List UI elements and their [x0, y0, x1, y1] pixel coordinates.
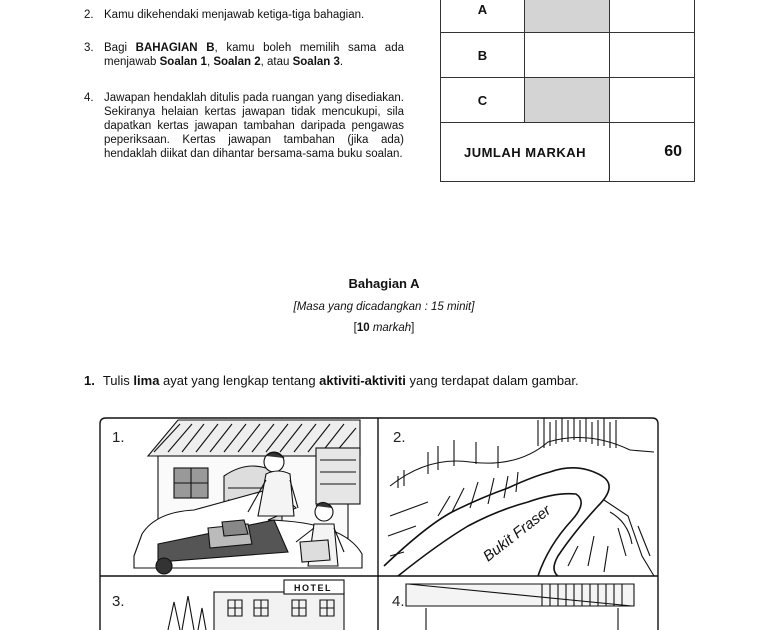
instruction-number: 3.	[84, 42, 94, 54]
marks-cell	[610, 78, 695, 123]
panel-2-scene	[384, 418, 654, 576]
activity-picture	[98, 416, 662, 630]
section-label: B	[441, 33, 525, 78]
section-label: C	[441, 78, 525, 123]
marks-cell	[525, 33, 610, 78]
section-marks: [10 markah]	[353, 322, 415, 334]
marks-table	[440, 0, 695, 182]
hotel-sign: HOTEL	[294, 583, 332, 593]
total-value: 60	[610, 123, 695, 182]
marks-number: 10	[356, 322, 370, 334]
marks-row-b	[441, 33, 695, 78]
marks-cell-shaded	[525, 0, 610, 33]
instruction-4	[84, 91, 404, 161]
panel-label-4: 4.	[392, 593, 405, 610]
marks-row-total	[441, 123, 695, 182]
question-number: 1.	[84, 373, 95, 388]
instruction-text: Bagi BAHAGIAN B, kamu boleh memilih sama ada menjawab Soalan 1, Soalan 2, atau Soalan 3.	[104, 42, 404, 68]
marks-row-c	[441, 78, 695, 123]
marks-row-a	[441, 0, 695, 33]
panel-4-scene	[406, 584, 634, 630]
panel-label-2: 2.	[393, 429, 406, 446]
section-label: A	[441, 0, 525, 33]
instruction-3	[84, 41, 404, 69]
instruction-number: 2.	[84, 9, 94, 21]
question-text: Tulis lima ayat yang lengkap tentang aktiviti-aktiviti yang terdapat dalam gambar.	[102, 373, 579, 388]
instruction-text: Kamu dikehendaki menjawab ketiga-tiga bahagian.	[104, 9, 365, 21]
marks-cell	[610, 33, 695, 78]
road-sign-text: Bukit Fraser	[479, 501, 555, 566]
marks-cell	[610, 0, 695, 33]
marks-cell-shaded	[525, 78, 610, 123]
instruction-number: 4.	[84, 92, 94, 104]
panel-label-3: 3.	[112, 593, 125, 610]
section-title: Bahagian A	[348, 276, 420, 291]
instruction-text: Jawapan hendaklah ditulis pada ruangan yang disediakan. Sekiranya helaian kertas jawapan tidak mencukupi, sila dapatkan kertas jawapan tambahan daripada pengawas peperiksaan. Kertas jawapan tambahan (jika ada) hendaklah diikat dan dihantar bersama-sama buku soalan.	[104, 92, 404, 160]
panel-1-scene	[134, 420, 362, 574]
suggested-time: [Masa yang dicadangkan : 15 minit]	[293, 301, 475, 313]
marks-word: markah	[372, 322, 412, 334]
question-1	[84, 373, 579, 388]
instruction-2	[84, 8, 404, 22]
total-label: JUMLAH MARKAH	[441, 123, 610, 182]
panel-label-1: 1.	[112, 429, 125, 446]
